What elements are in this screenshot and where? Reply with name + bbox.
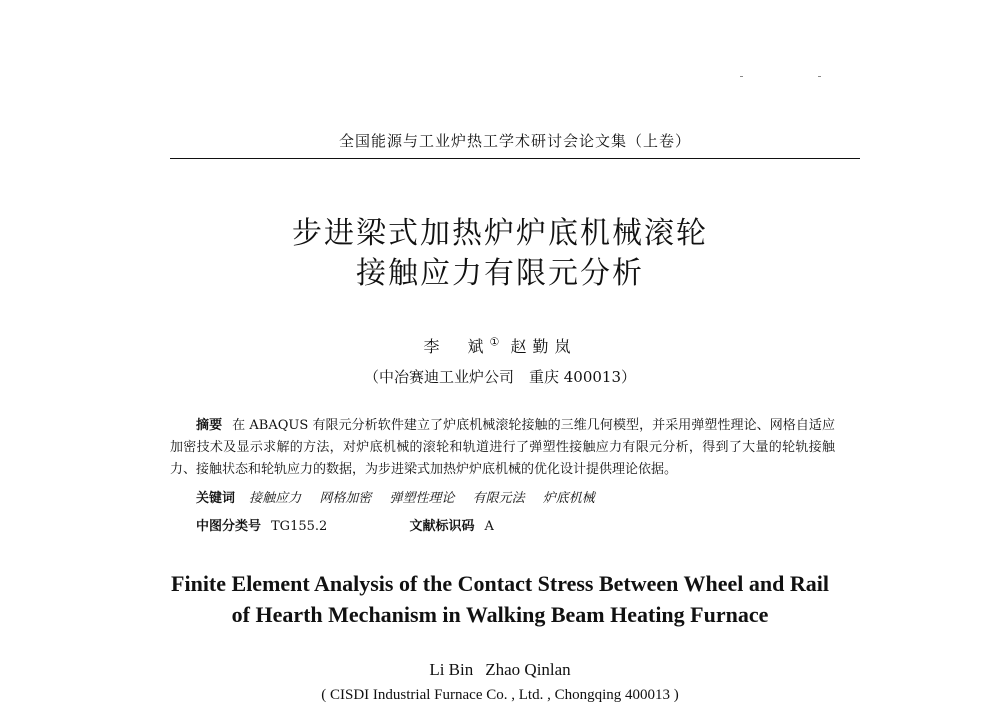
keyword: 网格加密 <box>319 491 372 506</box>
scan-speck <box>818 76 821 77</box>
document-code: A <box>484 519 494 534</box>
chinese-affiliation: （中冶赛迪工业炉公司 重庆 400013） <box>363 368 637 386</box>
keywords-label: 关键词 <box>196 491 236 506</box>
chinese-title-line-2: 接触应力有限元分析 <box>356 256 644 291</box>
abstract-label: 摘要 <box>196 418 223 433</box>
chinese-title <box>0 214 1000 294</box>
keyword: 弹塑性理论 <box>389 491 455 506</box>
classification-line <box>196 516 836 538</box>
english-author-1: Li Bin <box>429 660 474 679</box>
author-1-name: 李 斌 <box>423 337 490 356</box>
english-affiliation: ( CISDI Industrial Furnace Co. , Ltd. , Chongqing 400013 ) <box>321 687 679 703</box>
english-title-line-2: of Hearth Mechanism in Walking Beam Heating Furnace <box>231 602 769 627</box>
english-author-2: Zhao Qinlan <box>485 660 571 679</box>
keywords <box>196 488 836 510</box>
classification-code: TG155.2 <box>271 519 328 534</box>
abstract-text: 在 ABAQUS 有限元分析软件建立了炉底机械滚轮接触的三维几何模型，并采用弹塑性理论、网格自适应加密技术及显示求解的方法，对炉底机械的滚轮和轨道进行了弹塑性接触应力有限元分析，得到了大量的轮轨接触力、接触状态和轮轨应力的数据，为步进梁式加热炉炉底机械的优化设计提供理论依据。 <box>170 418 835 477</box>
english-authors <box>0 660 1000 680</box>
english-title-line-1: Finite Element Analysis of the Contact Stress Between Wheel and Rail <box>171 571 829 596</box>
keyword: 炉底机械 <box>542 491 595 506</box>
chinese-title-line-1: 步进梁式加热炉炉底机械滚轮 <box>292 216 708 251</box>
document-code-label: 文献标识码 <box>409 519 475 534</box>
abstract <box>170 415 835 481</box>
english-title <box>0 568 1000 630</box>
author-2-name: 赵勤岚 <box>510 337 577 356</box>
keyword: 有限元法 <box>472 491 525 506</box>
author-footnote-mark: ① <box>489 335 500 349</box>
scan-speck <box>740 76 743 77</box>
chinese-authors <box>0 334 1000 357</box>
keyword: 接触应力 <box>249 491 302 506</box>
running-header: 全国能源与工业炉热工学术研讨会论文集（上卷） <box>338 132 691 150</box>
classification-label: 中图分类号 <box>196 519 262 534</box>
header-rule <box>170 158 860 159</box>
